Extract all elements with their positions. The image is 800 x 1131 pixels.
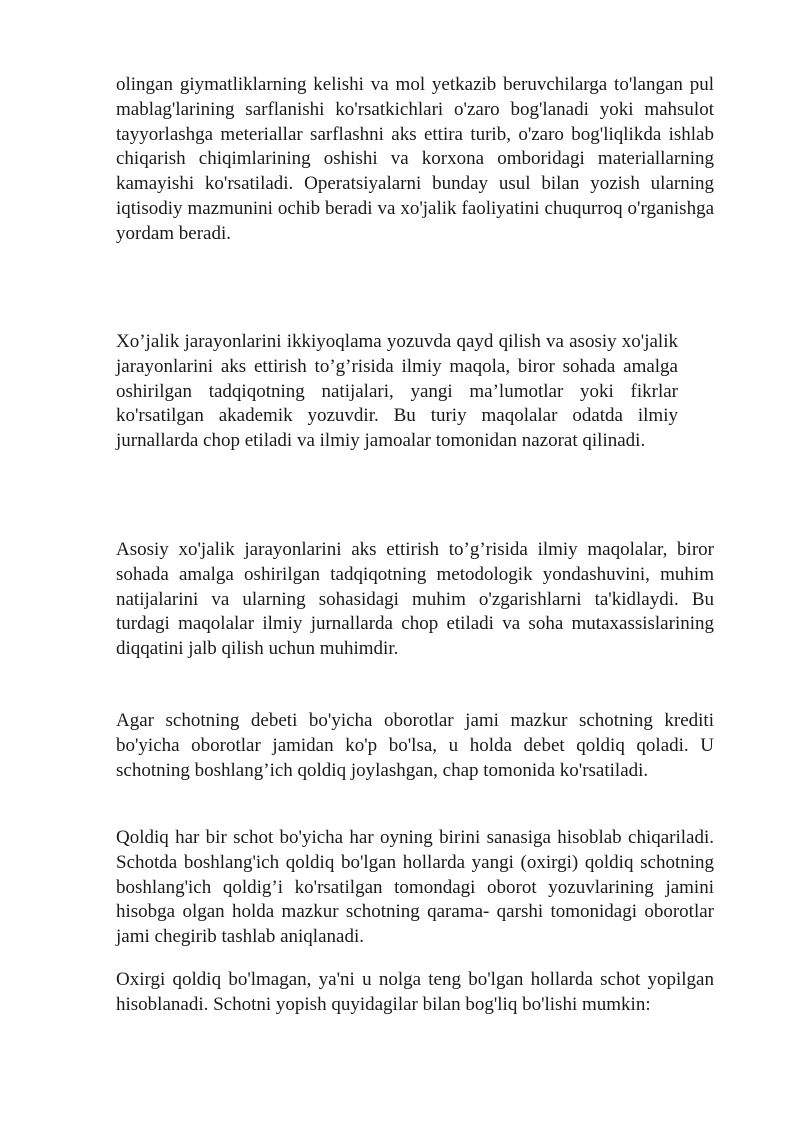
paragraph-3: Asosiy xo'jalik jarayonlarini aks ettirish to’g’risida ilmiy maqolalar, biror sohada amalga oshirilgan tadqiqotning metodologik yondashuvini, muhim natijalarini va ularning sohasidagi muhim o'zgarishlarni ta'kidlaydi. Bu turdagi maqolalar ilmiy jurnallarda chop etiladi va soha mutaxassislarining diqqatini jalb qilish uchun muhimdir. xyxy=(116,539,714,660)
paragraph-4: Agar schotning debeti bo'yicha oborotlar jami mazkur schotning krediti bo'yicha oborotlar jamidan ko'p bo'lsa, u holda debet qoldiq qoladi. U schotning boshlang’ich qoldiq joylashgan, chap tomonida ko'rsatiladi. xyxy=(116,710,714,781)
paragraph-5: Qoldiq har bir schot bo'yicha har oyning birini sanasiga hisoblab chiqariladi. Schotda boshlang'ich qoldiq bo'lgan hollarda yangi (oxirgi) qoldiq schotning boshlang'ich qoldig’i ko'rsatilgan tomondagi oborot yozuvlarining jamini hisobga olgan holda mazkur schotning qarama- qarshi tomonidagi oborotlar jami chegirib tashlab aniqlanadi. xyxy=(116,827,714,948)
paragraph-2: Xo’jalik jarayonlarini ikkiyoqlama yozuvda qayd qilish va asosiy xo'jalik jarayonlarini aks ettirish to’g’risida ilmiy maqola, biror sohada amalga oshirilgan tadqiqotning natijalari, yangi ma’lumotlar yoki fikrlar ko'rsatilgan akademik yozuvdir. Bu turiy maqolalar odatda ilmiy jurnallarda chop etiladi va ilmiy jamoalar tomonidan nazorat qilinadi. xyxy=(116,331,678,452)
paragraph-6: Oxirgi qoldiq bo'lmagan, ya'ni u nolga teng bo'lgan hollarda schot yopilgan hisoblanadi. Schotni yopish quyidagilar bilan bog'liq bo'lishi mumkin: xyxy=(116,969,714,1015)
paragraph-1: olingan giymatliklarning kelishi va mol yetkazib beruvchilarga to'langan pul mablag'larining sarflanishi ko'rsatkichlari o'zaro bog'lanadi yoki mahsulot tayyorlashga meteriallar sarflashni aks ettira turib, o'zaro bog'liqlikda ishlab chiqarish chiqimlarining oshishi va korxona omboridagi materiallarning kamayishi ko'rsatiladi. Operatsiyalarni bunday usul bilan yozish ularning iqtisodiy mazmunini ochib beradi va xo'jalik faoliyatini chuqurroq o'rganishga yordam beradi. xyxy=(116,74,714,244)
